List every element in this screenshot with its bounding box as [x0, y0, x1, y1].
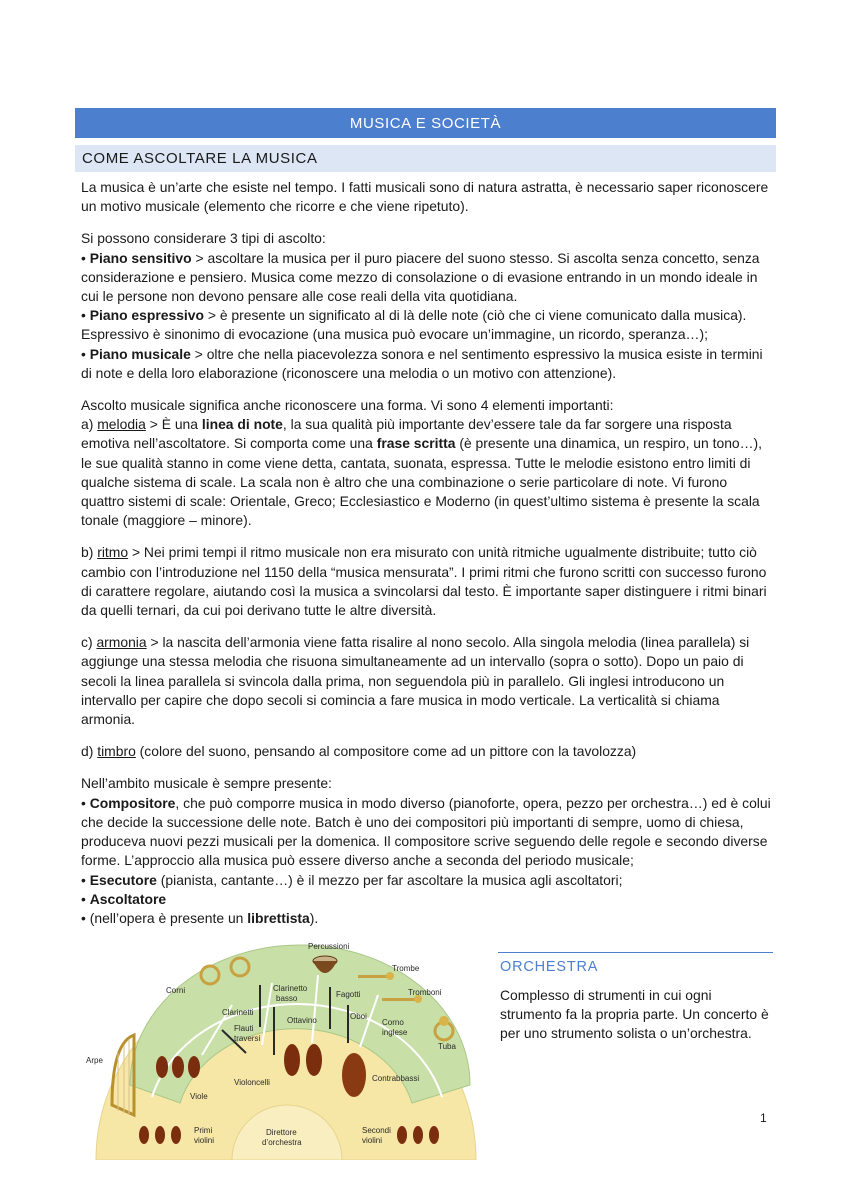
orchestra-sidebar	[498, 952, 773, 1044]
section-heading: COME ASCOLTARE LA MUSICA	[75, 145, 776, 172]
bullet: •	[81, 345, 86, 362]
label-viole: Viole	[190, 1092, 208, 1101]
element-melodia-paragraph: Ascolto musicale significa anche riconoscere una forma. Vi sono 4 elementi importanti: a) melodia > È una linea di note, la sua qualità più importante dev’essere tale da far sorgere una risposta emotiva nell’ascoltatore. Si comporta come una frase scritta (è presente una dinamica, un respiro, un tono…), le sue qualità stanno in come viene detta, cantata, suonata, espressa. Tutte le melodie esistono entro limiti di qualche sistema di scale. La scala non è altro che una combinazione o serie particolare di note. Vi furono quattro sistemi di scale: Orientale, Greco; Ecclesiastico e Moderno (in quest’ultimo sistema è presente la scala tonale (maggiore – minore).	[81, 397, 763, 529]
element-timbro-paragraph: d) timbro (colore del suono, pensando al compositore come ad un pittore con la tavolozza)	[81, 743, 637, 760]
body-text	[81, 178, 771, 941]
sidebar-text: Complesso di strumenti in cui ogni strumento fa la propria parte. Un concerto è per uno strumento solista o un’orchestra.	[500, 987, 769, 1042]
term-piano-espressivo: Piano espressivo	[89, 307, 204, 324]
bullet: •	[81, 890, 86, 907]
term-librettista: librettista	[247, 909, 310, 926]
label-percussioni: Percussioni	[308, 942, 350, 951]
label-violini-primi: violini	[194, 1136, 215, 1145]
label-oboi: Oboi	[350, 1012, 367, 1021]
orchestra-layout-figure	[82, 935, 490, 1160]
bullet: •	[81, 909, 86, 926]
label-trombe: Trombe	[392, 964, 420, 973]
label-corno: Corno	[382, 1018, 404, 1027]
term-piano-sensitivo: Piano sensitivo	[89, 249, 192, 266]
label-tromboni: Tromboni	[408, 988, 442, 997]
label-flauti: Flauti	[234, 1024, 254, 1033]
bullet: •	[81, 307, 86, 324]
term-ascoltatore: Ascoltatore	[89, 890, 167, 907]
roles-paragraph: Nell’ambito musicale è sempre presente: • Compositore, che può comporre musica in modo diverso (pianoforte, opera, pezzo per orchestra…) ed è colui che decide la successione delle note. Batch è uno dei compositori più importanti di sempre, uomo di chiesa, produceva nuovi pezzi musicali per la domenica. Il compositore scrive seguendo delle regole e secondo diverse forme. L’approccio alla musica può essere diverso anche a seconda del periodo musicale; • Esecutore (pianista, cantante…) è il mezzo per far ascoltare la musica agli ascoltatori; • Ascoltatore • (nell’opera è presente un librettista).	[81, 775, 771, 926]
element-ritmo-paragraph: b) ritmo > Nei primi tempi il ritmo musicale non era misurato con unità ritmiche ugualmente distribuite; tutto ciò cambio con l’introduzione nel 1150 della “musica mensurata”. I primi ritmi che furono scritti con successo furono di carattere regolare, aiutando così la musica a svincolarsi dal testo. È importante saper distinguere i ritmi binari da quelli ternari, da cui poi derivano tutte le altre diversità.	[81, 544, 767, 619]
bullet: •	[81, 249, 86, 266]
label-violoncelli: Violoncelli	[234, 1078, 270, 1087]
sidebar-rule	[498, 952, 773, 953]
intro-paragraph: La musica è un’arte che esiste nel tempo. I fatti musicali sono di natura astratta, è necessario saper riconoscere un motivo musicale (elemento che ricorre e che viene ripetuto).	[81, 179, 769, 215]
page-number: 1	[760, 1111, 767, 1125]
label-arpe: Arpe	[86, 1056, 103, 1065]
element-armonia-paragraph: c) armonia > la nascita dell’armonia viene fatta risalire al nono secolo. Alla singola melodia (linea parallela) si aggiunge una stessa melodia che risuona simultaneamente ad un intervallo (sopra o sotto). Dopo un paio di secoli la linea parallela si svincola dalla prima, non seguendola più in parallelo. Gli inglesi introducono un intervallo per capire che dopo secoli si comincia a fare musica in modo verticale. La verticalità si chiama armonia.	[81, 634, 750, 728]
listening-types-paragraph: Si possono considerare 3 tipi di ascolto: • Piano sensitivo > ascoltare la musica per il puro piacere del suono stesso. Si ascolta senza concetto, senza considerazione e pensiero. Musica come mezzo di consolazione o di evasione entrando in un mondo ideale in cui le persone non devono pensare alle cose reali della vita quotidiana. • Piano espressivo > è presente un significato al di là delle note (ciò che ci viene comunicato dalla musica). Espressivo è sinonimo di evocazione (una musica può evocare un’immagine, un ricordo, speranza…); • Piano musicale > oltre che nella piacevolezza sonora e nel sentimento espressivo la musica esiste in termini di note e della loro elaborazione (riconoscere una melodia o un motivo con attenzione).	[81, 230, 763, 381]
term-armonia: armonia	[96, 634, 147, 651]
bullet: •	[81, 871, 86, 888]
label-tuba: Tuba	[438, 1042, 456, 1051]
label-inglese: inglese	[382, 1028, 408, 1037]
label-corni: Corni	[166, 986, 186, 995]
label-direttore: Direttore	[266, 1128, 297, 1137]
term-melodia: melodia	[97, 416, 146, 433]
term-timbro: timbro	[97, 743, 136, 760]
term-ritmo: ritmo	[97, 544, 129, 561]
label-secondi: Secondi	[362, 1126, 391, 1135]
label-violini-secondi: violini	[362, 1136, 383, 1145]
term-piano-musicale: Piano musicale	[89, 345, 191, 362]
double-bass-icon	[342, 1053, 366, 1097]
label-fagotti: Fagotti	[336, 990, 361, 999]
label-primi: Primi	[194, 1126, 213, 1135]
term-esecutore: Esecutore	[89, 871, 157, 888]
label-clarinetto: Clarinetto	[273, 984, 308, 993]
label-traversi: traversi	[234, 1034, 261, 1043]
document-title: MUSICA E SOCIETÀ	[75, 108, 776, 138]
label-contrabbassi: Contrabbassi	[372, 1074, 420, 1083]
term-compositore: Compositore	[89, 794, 176, 811]
label-clarinetti: Clarinetti	[222, 1008, 254, 1017]
label-basso: basso	[276, 994, 298, 1003]
bullet: •	[81, 794, 86, 811]
label-dorchestra: d’orchestra	[262, 1138, 302, 1147]
sidebar-title: ORCHESTRA	[500, 959, 599, 975]
label-ottavino: Ottavino	[287, 1016, 317, 1025]
